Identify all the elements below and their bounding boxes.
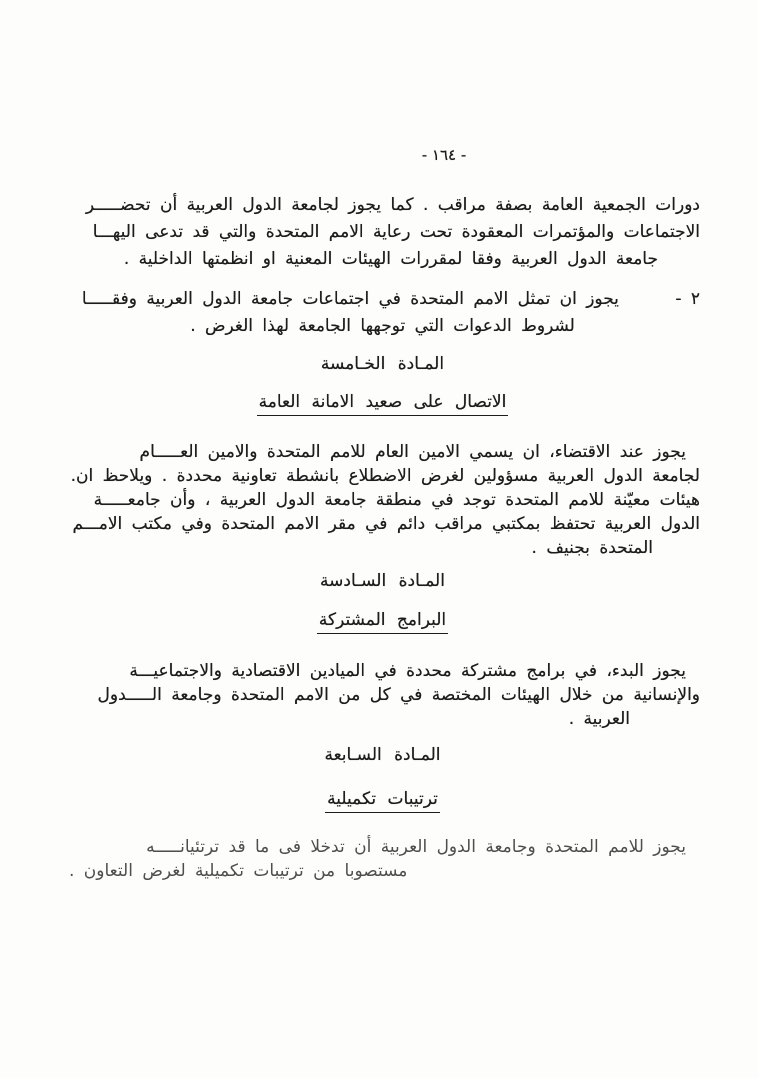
page-number: - ١٦٤ - (421, 146, 467, 164)
text-line: لجامعة الدول العربية مسؤولين لغرض الاضطلاع بانشطة تعاونية محددة . ويلاحظ ان. (70, 466, 700, 486)
text-line: مستصوبا من ترتيبات تكميلية لغرض التعاون . (69, 861, 408, 881)
text-line: الدول العربية تحتفظ بمكتبي مراقب دائم في مقر الامم المتحدة وفي مكتب الامـــم (72, 514, 700, 534)
text-line: هيئات معيّنة للامم المتحدة توجد في منطقة جامعة الدول العربية ، وأن جامعـــــة (93, 490, 700, 510)
text-line: جامعة الدول العربية وفقا لمقررات الهيئات المعنية او انظمتها الداخلية . (123, 249, 658, 269)
paragraph-1 (65, 192, 700, 273)
text-line: يجوز للامم المتحدة وجامعة الدول العربية أن تدخلا فى ما قد ترتئيانـــــه (146, 837, 686, 857)
article-6-subtitle (65, 610, 700, 634)
text-line: ٢ - يجوز ان تمثل الامم المتحدة في اجتماعات جامعة الدول العربية وفقـــــا (81, 289, 700, 309)
text-line: يجوز البدء، في برامج مشتركة محددة في الميادين الاقتصادية والاجتماعيـــة (129, 661, 686, 681)
article-7-subtitle (65, 789, 700, 813)
paragraph-3 (65, 440, 700, 560)
underlined-title: الاتصال على صعيد الامانة العامة (257, 392, 509, 416)
text-line: المتحدة بجنيف . (531, 538, 653, 558)
text-line: العربية . (568, 709, 630, 729)
paragraph-5 (65, 835, 700, 883)
text-line: الاجتماعات والمؤتمرات المعقودة تحت رعاية الامم المتحدة والتي قد تدعى اليهـــا (92, 222, 700, 242)
article-6-heading: المـادة السـادسة (320, 571, 445, 591)
text-line: يجوز عند الاقتضاء، ان يسمي الامين العام للامم المتحدة والامين العـــــام (139, 442, 686, 462)
text-line: والإنسانية من خلال الهيئات المختصة في كل من الامم المتحدة وجامعة الـــــدول (97, 685, 700, 705)
text-line: دورات الجمعية العامة بصفة مراقب . كما يجوز لجامعة الدول العربية أن تحضـــــر (85, 195, 700, 215)
article-5-subtitle (65, 392, 700, 416)
underlined-title: ترتيبات تكميلية (325, 789, 440, 813)
article-7-heading: المـادة السـابعة (324, 745, 441, 765)
article-5-heading: المـادة الخـامسة (320, 354, 445, 374)
paragraph-2 (65, 286, 700, 340)
text-line: لشروط الدعوات التي توجهها الجامعة لهذا الغرض . (190, 316, 575, 336)
underlined-title: البرامج المشتركة (317, 610, 448, 634)
paragraph-4 (65, 659, 700, 731)
